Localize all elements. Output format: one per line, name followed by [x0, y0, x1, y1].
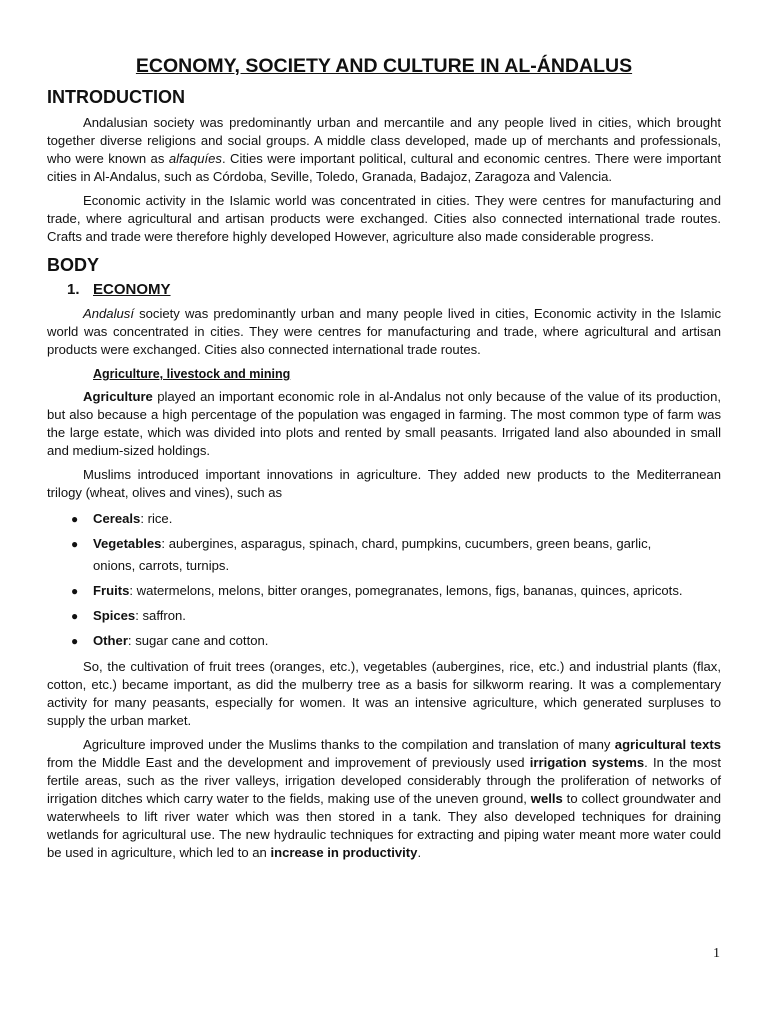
p5-bold-3: wells	[530, 791, 563, 806]
p5-bold-4: increase in productivity	[270, 845, 418, 860]
list-item	[47, 508, 721, 530]
section-label: ECONOMY	[93, 281, 171, 298]
intro-paragraph-1	[47, 114, 721, 186]
list-item	[47, 580, 721, 602]
list-item	[47, 533, 721, 577]
p5-text-4: to collect groundwater and waterwheels to lift river water which was then stored in a tank. They also developed techniques for draining wetlands for agricultural use. The new hydraulic techniques for extracting and piping water meant more water could be used in agriculture, which led to an	[47, 791, 721, 860]
list-item-label: Spices	[93, 608, 136, 623]
list-item-text: : saffron.	[135, 608, 186, 623]
intro-p1-text-a: Andalusian society was predominantly urban and mercantile and any people lived in cities, which brought together diverse religions and social groups. A middle class developed, made up of merchants and professionals, who were known as	[47, 115, 721, 166]
list-item	[47, 605, 721, 627]
intro-p1-text-b: . Cities were important political, cultural and economic centres. There were important cities in Al-Andalus, such as Córdoba, Seville, Toledo, Granada, Badajoz, Zaragoza and Valencia.	[47, 151, 721, 184]
agriculture-paragraph-2: Muslims introduced important innovations in agriculture. They added new products to the Mediterranean trilogy (wheat, olives and vines), such as	[47, 467, 721, 500]
list-item-label: Fruits	[93, 583, 130, 598]
document-title: ECONOMY, SOCIETY AND CULTURE IN AL-ÁNDALUS	[135, 55, 633, 77]
bullet-icon: ●	[71, 609, 79, 623]
agriculture-paragraph-4	[47, 736, 721, 862]
list-item-text: : rice.	[140, 511, 173, 526]
economy-paragraph-1	[47, 305, 721, 359]
intro-p1-emphasis: alfaquíes	[168, 151, 222, 166]
page-number: 1	[713, 946, 720, 961]
body-heading: BODY	[47, 255, 100, 275]
bullet-icon: ●	[71, 512, 79, 526]
economy-p1-emphasis: Andalusí	[83, 306, 134, 321]
bullet-icon: ●	[71, 634, 79, 648]
p5-text-3: . In the most fertile areas, such as the river valleys, irrigation developed considerably through the proliferation of networks of irrigation ditches which carry water to the fields, making use of the uneven ground,	[47, 755, 721, 806]
p5-bold-1: agricultural texts	[614, 737, 722, 752]
products-list	[47, 508, 721, 652]
section-number: 1.	[67, 281, 80, 298]
p5-text-1: Agriculture improved under the Muslims thanks to the compilation and translation of many	[83, 737, 615, 752]
p5-bold-2: irrigation systems	[529, 755, 645, 770]
bullet-icon: ●	[71, 537, 79, 551]
list-item-label: Cereals	[93, 511, 141, 526]
list-item-text: : watermelons, melons, bitter oranges, pomegranates, lemons, figs, bananas, quinces, apricots.	[129, 583, 683, 598]
list-item	[47, 630, 721, 652]
list-item-text: : sugar cane and cotton.	[127, 633, 269, 648]
list-item-label: Other	[93, 633, 128, 648]
economy-p1-text: society was predominantly urban and many people lived in cities, Economic activity in the Islamic world was concentrated in cities. They were centres for manufacturing and trade, where agricultural and artisan products were exchanged. Cities also connected international trade routes.	[47, 306, 721, 357]
introduction-heading: INTRODUCTION	[47, 87, 185, 107]
bullet-icon: ●	[71, 584, 79, 598]
agriculture-paragraph-3: So, the cultivation of fruit trees (oranges, etc.), vegetables (aubergines, rice, etc.) and industrial plants (flax, cotton, etc.) became important, as did the mulberry tree as a basis for silkworm rearing. It was a complementary activity for many peasants, especially for women. It was an intensive agriculture, which generated surpluses to supply the urban market.	[47, 659, 721, 728]
p5-text-5: .	[417, 845, 422, 860]
agriculture-p1-bold: Agriculture	[83, 389, 153, 404]
agriculture-paragraph-1	[47, 388, 721, 460]
intro-paragraph-2: Economic activity in the Islamic world was concentrated in cities. They were centres for manufacturing and trade, where agricultural and artisan products were exchanged. Cities also connected international trade routes. Crafts and trade were therefore highly developed However, agriculture also made considerable progress.	[47, 193, 721, 244]
list-item-label: Vegetables	[93, 536, 162, 551]
agriculture-p1-text: played an important economic role in al-Andalus not only because of the value of its production, but also because a high percentage of the population was engaged in farming. The most common type of farm was the large estate, which was divided into plots and rented by small peasants. Irrigated land also abounded in small and medium-sized holdings.	[47, 389, 721, 458]
list-item-text: : aubergines, asparagus, spinach, chard, pumpkins, cucumbers, green beans, garlic, onions, carrots, turnips.	[93, 536, 652, 573]
section-heading-economy	[67, 280, 721, 300]
subheading-agriculture: Agriculture, livestock and mining	[93, 367, 291, 381]
p5-text-2: from the Middle East and the development and improvement of previously used	[47, 755, 530, 770]
